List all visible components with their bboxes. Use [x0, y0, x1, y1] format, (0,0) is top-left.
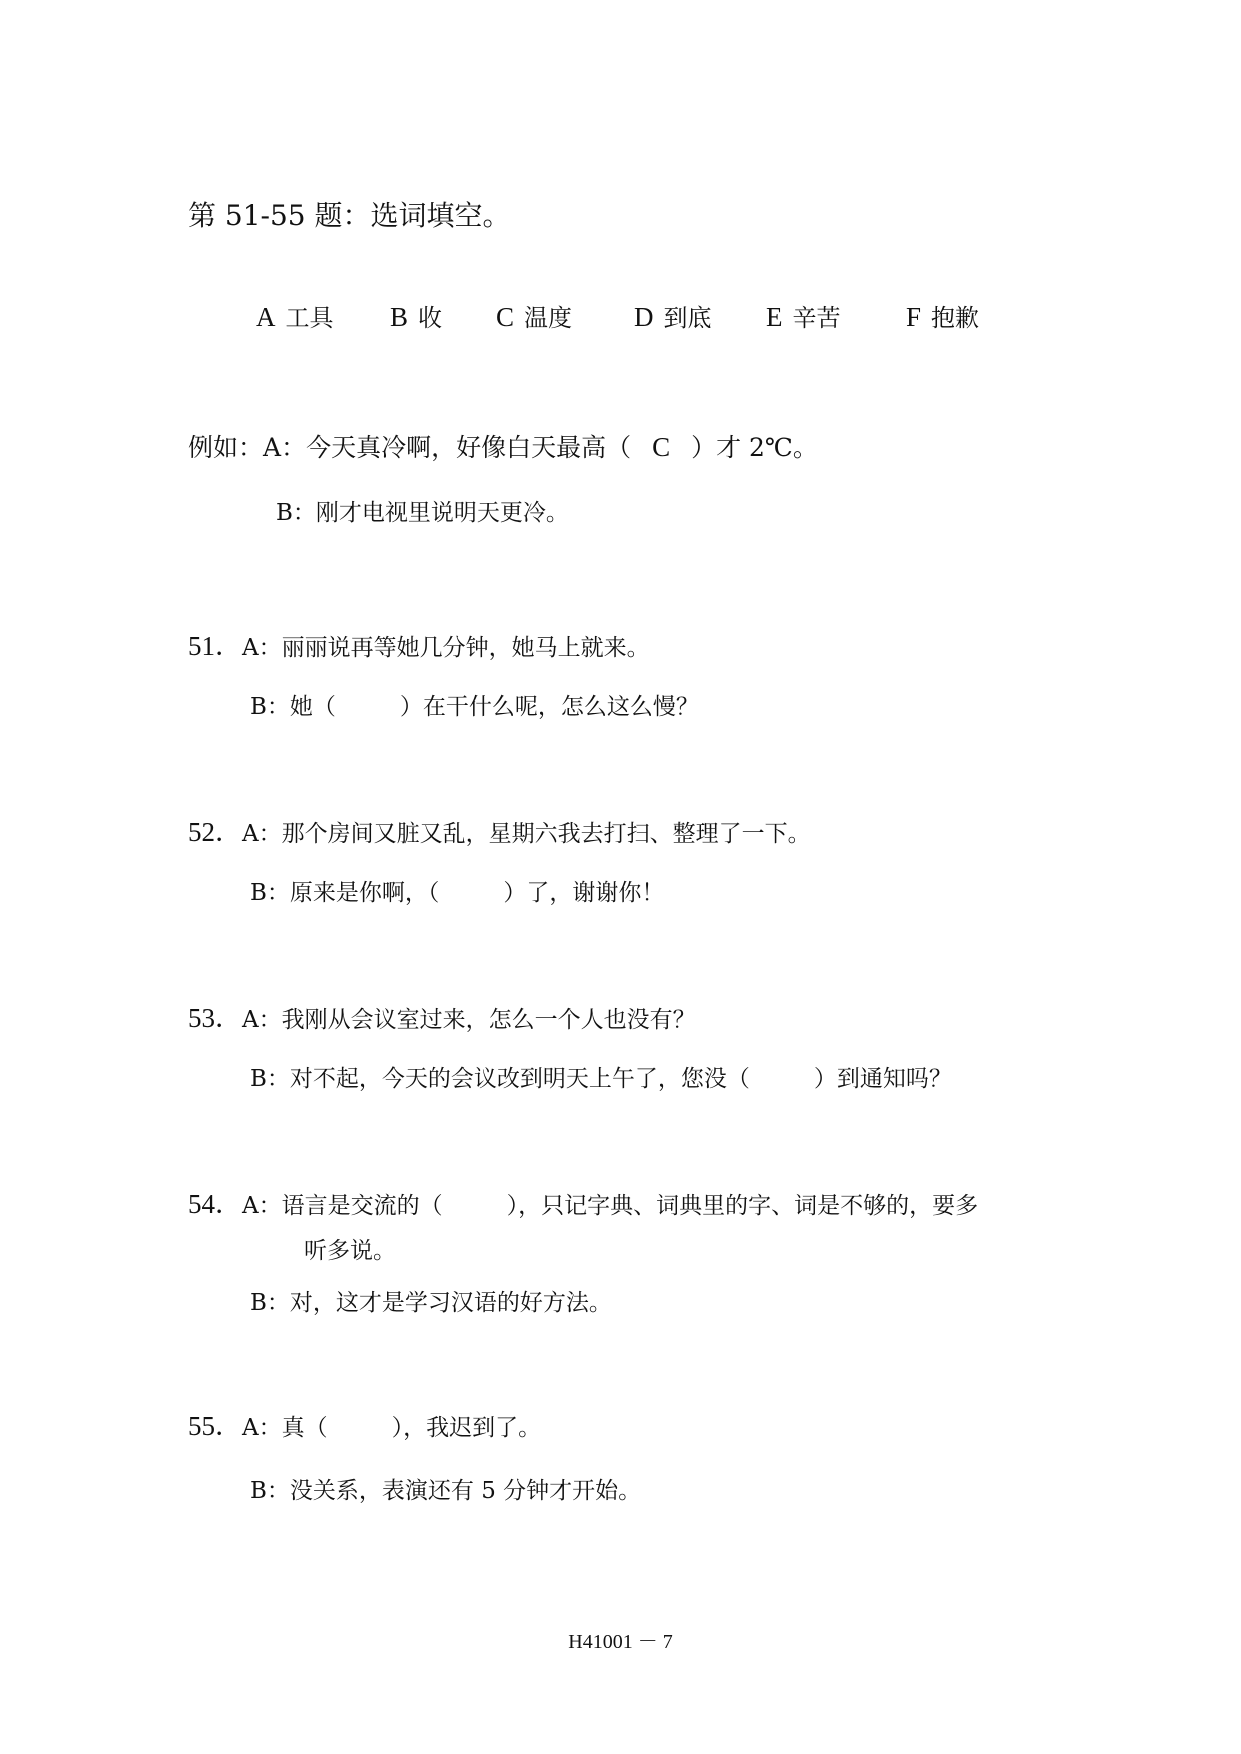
question-53-a: [188, 996, 696, 1035]
question-text: A：真（: [242, 1415, 328, 1441]
option-word: 温度: [524, 304, 573, 332]
question-text: ），只记字典、词典里的字、词是不够的，要多: [506, 1193, 979, 1219]
option-e: [766, 298, 841, 333]
question-51-a: [188, 624, 650, 663]
question-54-a-cont: 听多说。: [304, 1238, 396, 1264]
option-letter: C: [496, 302, 515, 332]
example-line-b: B：刚才电视里说明天更冷。: [276, 500, 569, 526]
option-letter: D: [634, 302, 654, 332]
option-f: [906, 298, 979, 333]
option-a: [256, 298, 334, 333]
option-letter: B: [390, 302, 409, 332]
option-b: [390, 298, 442, 333]
option-word: 到底: [663, 304, 712, 332]
question-54-a: [188, 1182, 978, 1221]
question-52-b: [250, 874, 664, 907]
question-number: 54．: [188, 1189, 242, 1219]
example-a-prefix: A：今天真冷啊，好像白天最高（: [263, 433, 632, 462]
question-text: B：她（: [250, 694, 336, 720]
section-title: 第 51-55 题：选词填空。: [188, 199, 511, 232]
question-text: ），我迟到了。: [391, 1415, 542, 1441]
question-55-a: [188, 1404, 541, 1443]
question-53-b: [250, 1060, 952, 1093]
question-text: B：对不起，今天的会议改到明天上午了，您没（: [250, 1066, 750, 1092]
question-number: 51．: [188, 631, 242, 661]
question-text: ）了，谢谢你！: [503, 880, 665, 906]
option-word: 抱歉: [931, 304, 980, 332]
question-number: 53．: [188, 1003, 242, 1033]
option-word: 辛苦: [792, 304, 841, 332]
question-text: A：那个房间又脏又乱，星期六我去打扫、整理了一下。: [242, 821, 811, 847]
question-text: B：原来是你啊，（: [250, 880, 440, 906]
option-letter: F: [906, 302, 922, 332]
question-text: A：我刚从会议室过来，怎么一个人也没有？: [242, 1007, 696, 1033]
question-55-b: B：没关系，表演还有 5 分钟才开始。: [250, 1478, 642, 1504]
question-text: A：丽丽说再等她几分钟，她马上就来。: [242, 635, 650, 661]
example-a-suffix: ）才 2℃。: [691, 433, 818, 462]
question-text: ）到通知吗？: [813, 1066, 952, 1092]
option-letter: E: [766, 302, 783, 332]
option-word: 收: [418, 304, 443, 332]
question-54-b: B：对，这才是学习汉语的好方法。: [250, 1290, 612, 1316]
example-label: 例如：: [188, 433, 264, 462]
page-footer: H41001 － 7: [568, 1631, 673, 1653]
option-c: [496, 298, 572, 333]
question-number: 52．: [188, 817, 242, 847]
option-d: [634, 298, 712, 333]
option-word: 工具: [285, 304, 334, 332]
question-text: ）在干什么呢，怎么这么慢？: [399, 694, 699, 720]
option-letter: A: [256, 302, 276, 332]
question-51-b: [250, 688, 699, 721]
question-text: A：语言是交流的（: [242, 1193, 443, 1219]
question-52-a: [188, 810, 811, 849]
question-number: 55．: [188, 1411, 242, 1441]
example-line-a: [188, 428, 818, 464]
example-answer: C: [652, 432, 671, 462]
